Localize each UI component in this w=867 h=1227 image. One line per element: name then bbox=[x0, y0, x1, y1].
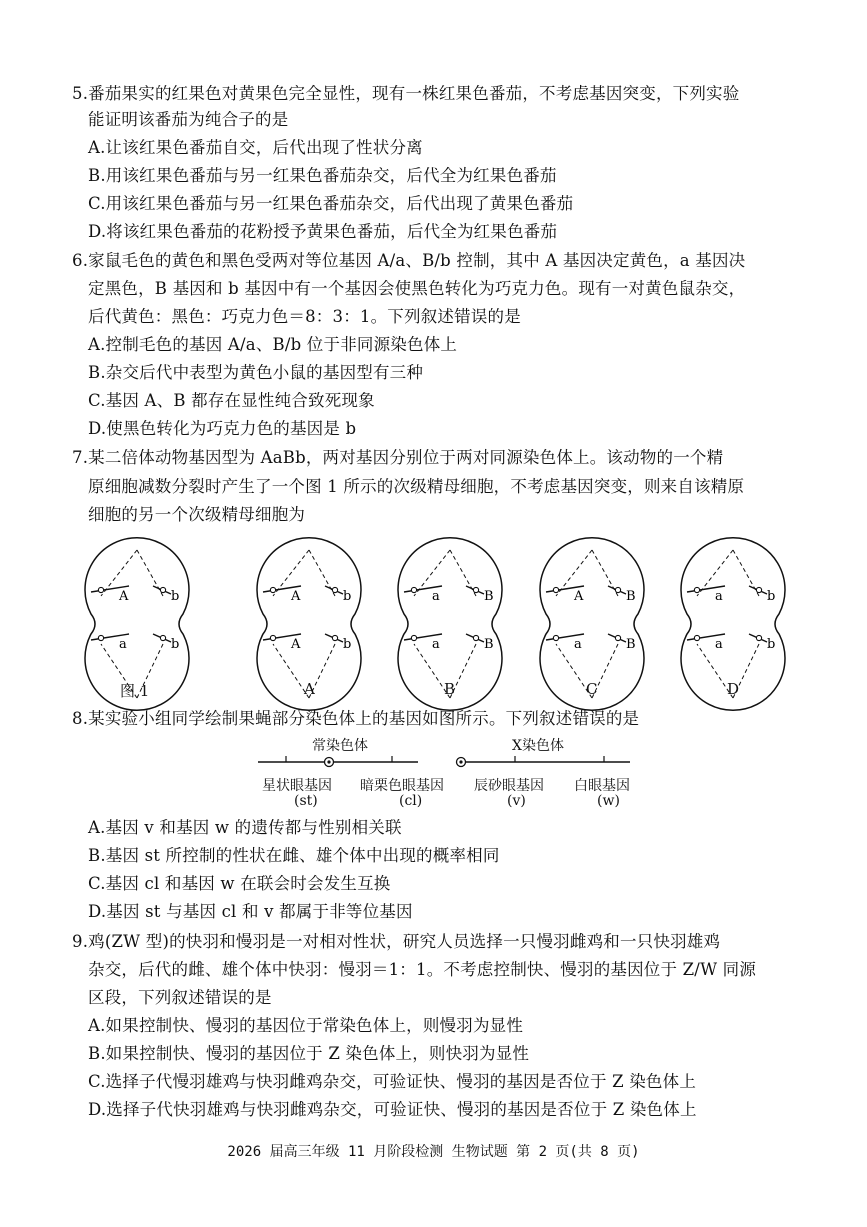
autosome-label: 常染色体 bbox=[312, 738, 368, 754]
q8-option-a: A.基因 v 和基因 w 的遗传都与性别相关联 bbox=[88, 818, 402, 837]
gene-letter: a bbox=[574, 637, 582, 652]
q9-option-c: C.选择子代慢羽雄鸡与快羽雌鸡杂交，可验证快、慢羽的基因是否位于 Z 染色体上 bbox=[88, 1072, 697, 1091]
gene-letter: B bbox=[626, 637, 636, 652]
q6-option-b: B.杂交后代中表型为黄色小鼠的基因型有三种 bbox=[88, 363, 424, 382]
gene-letter: a bbox=[715, 637, 723, 652]
gene-letter: A bbox=[291, 637, 301, 652]
q6-option-d: D.使黑色转化为巧克力色的基因是 b bbox=[88, 419, 357, 438]
gene-letter: B bbox=[484, 637, 494, 652]
gene-letter: b bbox=[767, 637, 776, 652]
cell-label-b: B bbox=[444, 680, 456, 698]
gene-letter: A bbox=[574, 589, 584, 604]
q6-stem-line3: 后代黄色：黑色：巧克力色＝8：3：1。下列叙述错误的是 bbox=[88, 307, 521, 326]
gene-letter: b bbox=[767, 589, 776, 604]
gene-letter: a bbox=[432, 589, 440, 604]
q5-stem-line2: 能证明该番茄为纯合子的是 bbox=[88, 110, 289, 129]
q9-stem-line3: 区段，下列叙述错误的是 bbox=[88, 988, 272, 1007]
gene-letter: B bbox=[484, 589, 494, 604]
q5-stem-line1: 5.番茄果实的红果色对黄果色完全显性，现有一株红果色番茄，不考虑基因突变，下列实验 bbox=[72, 84, 740, 103]
q9-option-d: D.选择子代快羽雄鸡与快羽雌鸡杂交，可验证快、慢羽的基因是否位于 Z 染色体上 bbox=[88, 1100, 697, 1119]
gene-letter: B bbox=[626, 589, 636, 604]
cell-label-d: D bbox=[727, 680, 740, 698]
q9-option-b: B.如果控制快、慢羽的基因位于 Z 染色体上，则快羽为显性 bbox=[88, 1044, 530, 1063]
q8-option-b: B.基因 st 所控制的性状在雌、雄个体中出现的概率相同 bbox=[88, 846, 500, 865]
gene-letter: a bbox=[119, 637, 127, 652]
gene-v-name: 辰砂眼基因 bbox=[474, 778, 544, 794]
q9-stem-line2: 杂交，后代的雌、雄个体中快羽：慢羽＝1：1。不考虑控制快、慢羽的基因位于 Z/W 同源 bbox=[88, 960, 757, 979]
gene-w-name: 白眼基因 bbox=[574, 778, 630, 794]
q6-stem-line1: 6.家鼠毛色的黄色和黑色受两对等位基因 A/a、B/b 控制，其中 A 基因决定黄色，a 基因决 bbox=[72, 251, 746, 270]
cell-label-fig1: 图 1 bbox=[120, 682, 150, 700]
q8-option-c: C.基因 cl 和基因 w 在联会时会发生互换 bbox=[88, 874, 391, 893]
gene-letter: a bbox=[715, 589, 723, 604]
q6-option-c: C.基因 A、B 都存在显性纯合致死现象 bbox=[88, 391, 375, 410]
q5-option-d: D.将该红果色番茄的花粉授予黄果色番茄，后代全为红果色番茄 bbox=[88, 222, 558, 241]
q8-stem: 8.某实验小组同学绘制果蝇部分染色体上的基因如图所示。下列叙述错误的是 bbox=[72, 709, 640, 728]
q9-option-a: A.如果控制快、慢羽的基因位于常染色体上，则慢羽为显性 bbox=[88, 1016, 524, 1035]
cell-label-a: A bbox=[304, 680, 315, 698]
q8-option-d: D.基因 st 与基因 cl 和 v 都属于非等位基因 bbox=[88, 902, 413, 921]
q7-stem-line3: 细胞的另一个次级精母细胞为 bbox=[88, 505, 306, 524]
chromosome-diagram bbox=[0, 732, 867, 812]
page-footer: 2026 届高三年级 11 月阶段检测 生物试题 第 2 页(共 8 页) bbox=[227, 1144, 640, 1160]
gene-cl-name: 暗栗色眼基因 bbox=[360, 778, 444, 794]
x-chromosome-label: X染色体 bbox=[512, 738, 564, 754]
gene-cl-symbol: (cl) bbox=[399, 793, 423, 809]
gene-letter: b bbox=[343, 637, 352, 652]
q5-option-c: C.用该红果色番茄与另一红果色番茄杂交，后代出现了黄果色番茄 bbox=[88, 194, 574, 213]
gene-letter: b bbox=[343, 589, 352, 604]
q7-stem-line2: 原细胞减数分裂时产生了一个图 1 所示的次级精母细胞，不考虑基因突变，则来自该精原 bbox=[88, 477, 745, 496]
q6-option-a: A.控制毛色的基因 A/a、B/b 位于非同源染色体上 bbox=[88, 335, 458, 354]
gene-letter: b bbox=[171, 637, 180, 652]
q5-option-a: A.让该红果色番茄自交，后代出现了性状分离 bbox=[88, 138, 423, 157]
q9-stem-line1: 9.鸡(ZW 型)的快羽和慢羽是一对相对性状，研究人员选择一只慢羽雌鸡和一只快羽雄鸡 bbox=[72, 932, 721, 951]
gene-w-symbol: (w) bbox=[597, 793, 620, 809]
gene-st-name: 星状眼基因 bbox=[262, 778, 332, 794]
q5-option-b: B.用该红果色番茄与另一红果色番茄杂交，后代全为红果色番茄 bbox=[88, 166, 557, 185]
gene-st-symbol: (st) bbox=[294, 793, 318, 809]
cell-label-c: C bbox=[586, 680, 598, 698]
q6-stem-line2: 定黑色，B 基因和 b 基因中有一个基因会使黑色转化为巧克力色。现有一对黄色鼠杂交， bbox=[88, 279, 746, 298]
q7-stem-line1: 7.某二倍体动物基因型为 AaBb，两对基因分别位于两对同源染色体上。该动物的一个精 bbox=[72, 448, 724, 467]
gene-letter: A bbox=[119, 589, 129, 604]
gene-letter: a bbox=[432, 637, 440, 652]
gene-v-symbol: (v) bbox=[507, 793, 526, 809]
gene-letter: A bbox=[291, 589, 301, 604]
gene-letter: b bbox=[171, 589, 180, 604]
